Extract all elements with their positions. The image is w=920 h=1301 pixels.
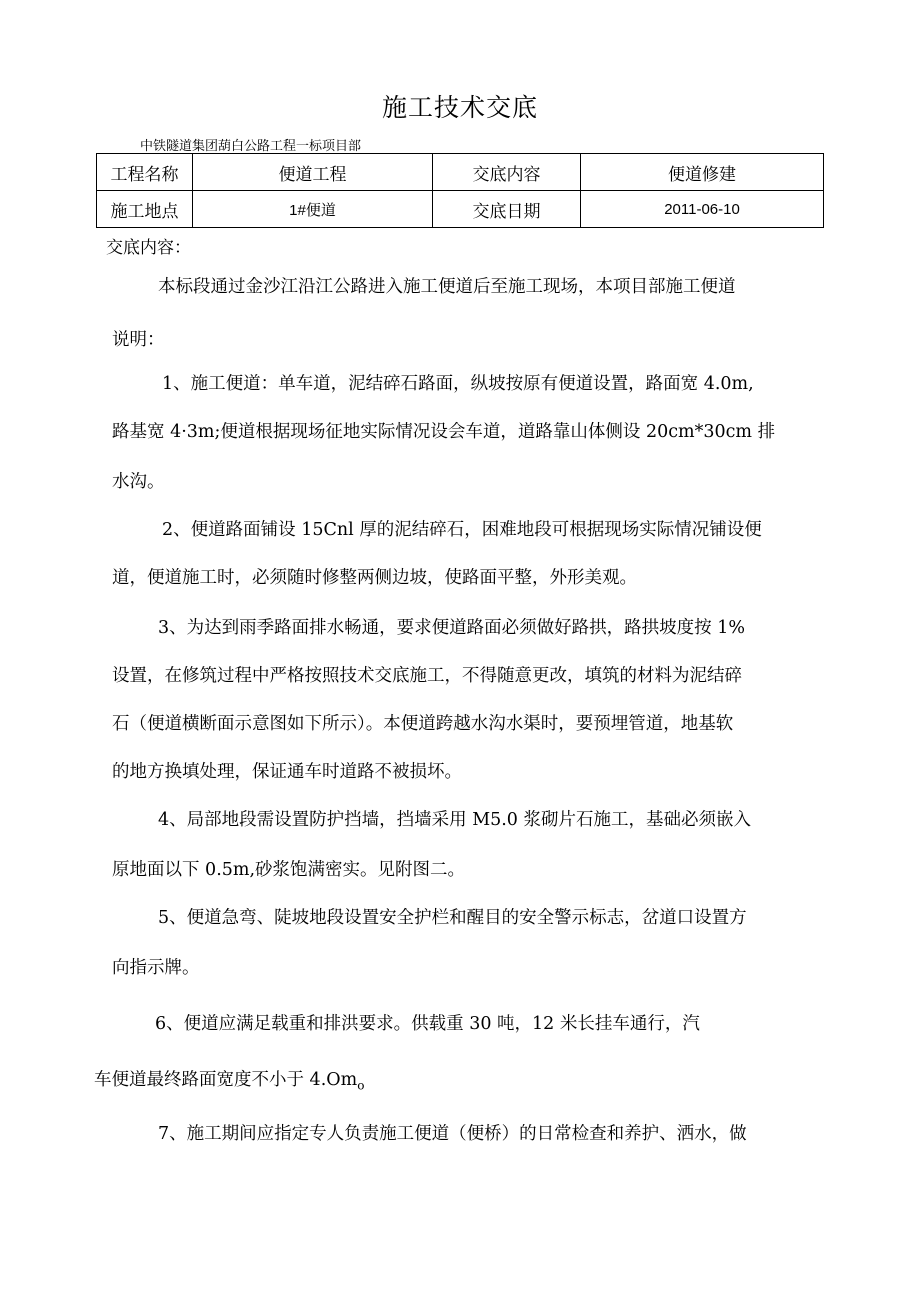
paragraph-line: 向指示牌。 [112, 958, 200, 978]
table-row [97, 191, 824, 228]
organization-name: 中铁隧道集团葫白公路工程一标项目部 [140, 139, 362, 154]
paragraph-text: 车便道最终路面宽度不小于 4.Om [94, 1070, 358, 1090]
table-cell: 施工地点 [97, 191, 193, 228]
paragraph-line [94, 1070, 364, 1096]
paragraph-line: 路基宽 4·3m;便道根据现场征地实际情况设会车道，道路靠山体侧设 20cm*30cm 排 [112, 422, 776, 442]
content-label: 交底内容： [106, 238, 191, 258]
table-cell: 便道工程 [193, 154, 433, 191]
paragraph-line: 设置，在修筑过程中严格按照技术交底施工，不得随意更改，填筑的材料为泥结碎 [112, 666, 742, 686]
paragraph-line: 石（便道横断面示意图如下所示）。本便道跨越水沟水渠时，要预埋管道，地基软 [112, 714, 734, 734]
paragraph-line: 7、施工期间应指定专人负责施工便道（便桥）的日常检查和养护、洒水，做 [158, 1124, 747, 1144]
paragraph-line: 4、局部地段需设置防护挡墙，挡墙采用 M5.0 浆砌片石施工，基础必须嵌入 [158, 810, 752, 830]
page-title: 施工技术交底 [381, 93, 538, 122]
paragraph-line: 道，便道施工时，必须随时修整两侧边坡，使路面平整，外形美观。 [112, 568, 637, 588]
paragraph-line: 3、为达到雨季路面排水畅通，要求便道路面必须做好路拱，路拱坡度按 1% [158, 618, 745, 638]
paragraph-line: 说明： [112, 330, 165, 350]
table-row [97, 154, 824, 191]
table-cell: 交底日期 [433, 191, 581, 228]
paragraph-line: 原地面以下 0.5m,砂浆饱满密实。见附图二。 [112, 860, 466, 880]
paragraph-line: 6、便道应满足载重和排洪要求。供载重 30 吨，12 米长挂车通行，汽 [155, 1014, 700, 1034]
table-cell: 便道修建 [581, 154, 824, 191]
table-cell: 交底内容 [433, 154, 581, 191]
paragraph-line: 本标段通过金沙江沿江公路进入施工便道后至施工现场，本项目部施工便道 [158, 277, 736, 297]
table-cell: 2011-06-10 [581, 191, 824, 228]
table-cell: 工程名称 [97, 154, 193, 191]
table-cell: 1#便道 [193, 191, 433, 228]
paragraph-line: 1、施工便道：单车道，泥结碎石路面，纵坡按原有便道设置，路面宽 4.0m, [162, 374, 754, 394]
paragraph-line: 水沟。 [112, 472, 165, 492]
info-table [96, 153, 824, 228]
paragraph-line: 的地方换填处理，保证通车时道路不被损坏。 [112, 762, 462, 782]
paragraph-line: 5、便道急弯、陡坡地段设置安全护栏和醒目的安全警示标志，岔道口设置方 [158, 908, 747, 928]
subscript-mark: o [357, 1078, 365, 1093]
paragraph-line: 2、便道路面铺设 15Cnl 厚的泥结碎石，困难地段可根据现场实际情况铺设便 [162, 520, 762, 540]
